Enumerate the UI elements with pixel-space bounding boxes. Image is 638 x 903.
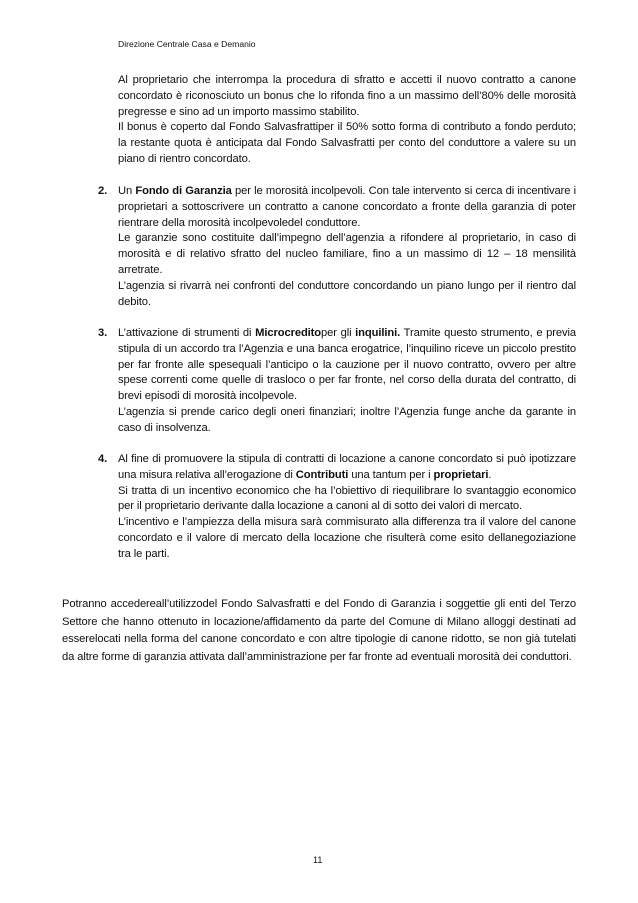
item2-paragraph-1: Un Fondo di Garanzia per le morosità incolpevoli. Con tale intervento si cerca di incentivare i proprietari a sottoscrivere un contratto a canone concordato a fronte della garanzia di poter rientrare della morosità incolpevoledel conduttore. bbox=[118, 185, 576, 229]
item3-paragraph-1: L’attivazione di strumenti di Microcreditoper gli inquilini. Tramite questo strumento, e previa stipula di un accordo tra l’Agenzia e una banca erogatrice, l’inquilino riceve un piccolo prestito per far fronte alle spesequali l’anticipo o la cauzione per il nuovo contratto, ovvero per altre spese correnti come quelle di trasloco o per far fronte, nel corso della durata del contratto, di brevi episodi di morosità incolpevole. bbox=[118, 327, 576, 403]
item3-paragraph-2: L’agenzia si prende carico degli oneri finanziari; inoltre l’Agenzia funge anche da garante in caso di insolvenza. bbox=[118, 405, 576, 434]
list-number: 2. bbox=[98, 185, 108, 197]
closing-text: Potranno accedereall’utilizzodel Fondo Salvasfratti e del Fondo di Garanzia i soggettie gli enti del Terzo Settore che hanno ottenuto in locazione/affidamento da parte del Comune di Milano alloggi destinati ad esserelocati nella forma del canone concordato e con altre tipologie di canone ridotto, se non già tutelati da altre forme di garanzia attivata dall’amministrazione per far fronte ad eventuali morosità dei conduttori. bbox=[62, 598, 576, 663]
intro-text-2: Il bonus è coperto dal Fondo Salvasfrattiper il 50% sotto forma di contributo a fondo perduto; la restante quota è anticipata dal Fondo Salvasfratti per conto del conduttore a valere su un piano di rientro concordato. bbox=[118, 121, 576, 165]
intro-text-1: Al proprietario che interrompa la procedura di sfratto e accetti il nuovo contratto a canone concordato è riconosciuto un bonus che lo rifonda fino a un massimo dell’80% delle morosità pregresse e sino ad un importo massimo stabilito. bbox=[118, 74, 576, 118]
page-number: 11 bbox=[313, 855, 323, 865]
list-item-2 bbox=[98, 184, 576, 310]
fondo-garanzia-term: Fondo di Garanzia bbox=[135, 185, 232, 197]
item2-paragraph-2: Le garanzie sono costituite dall’impegno dell’agenzia a rifondere al proprietario, in caso di morosità e di relativo sfratto del nucleo familiare, fino a un massimo di 12 – 18 mensilità arretrate. bbox=[118, 232, 576, 276]
item4-paragraph-1: Al fine di promuovere la stipula di contratti di locazione a canone concordato si può ipotizzare una misura relativa all’erogazione di Contributi una tantum per i proprietari. bbox=[118, 453, 576, 481]
contributi-term: Contributi bbox=[295, 468, 349, 481]
item2-paragraph-3: L’agenzia si rivarrà nei confronti del conduttore concordando un piano lungo per il rientro dal debito. bbox=[118, 279, 576, 308]
proprietari-term: proprietari bbox=[433, 468, 489, 481]
item4-paragraph-3: L’incentivo e l’ampiezza della misura sarà commisurato alla differenza tra il valore del canone concordato e il valore di mercato della locazione che risulterà come esito dellanegoziazione tra le parti. bbox=[118, 516, 576, 560]
item4-paragraph-2: Si tratta di un incentivo economico che ha l’obiettivo di riequilibrare lo svantaggio economico per il proprietario derivante dalla locazione a canoni al di sotto dei valori di mercato. bbox=[118, 484, 576, 513]
list-item-3 bbox=[98, 326, 576, 437]
intro-paragraph bbox=[118, 73, 576, 168]
list-number: 3. bbox=[98, 327, 108, 339]
document-header: Direzione Centrale Casa e Demanio bbox=[118, 39, 256, 49]
list-number: 4. bbox=[98, 453, 108, 465]
microcredito-term: Microcredito bbox=[255, 327, 322, 339]
inquilini-term: inquilini. bbox=[355, 327, 401, 339]
closing-paragraph bbox=[62, 596, 576, 666]
list-item-4 bbox=[98, 452, 576, 563]
